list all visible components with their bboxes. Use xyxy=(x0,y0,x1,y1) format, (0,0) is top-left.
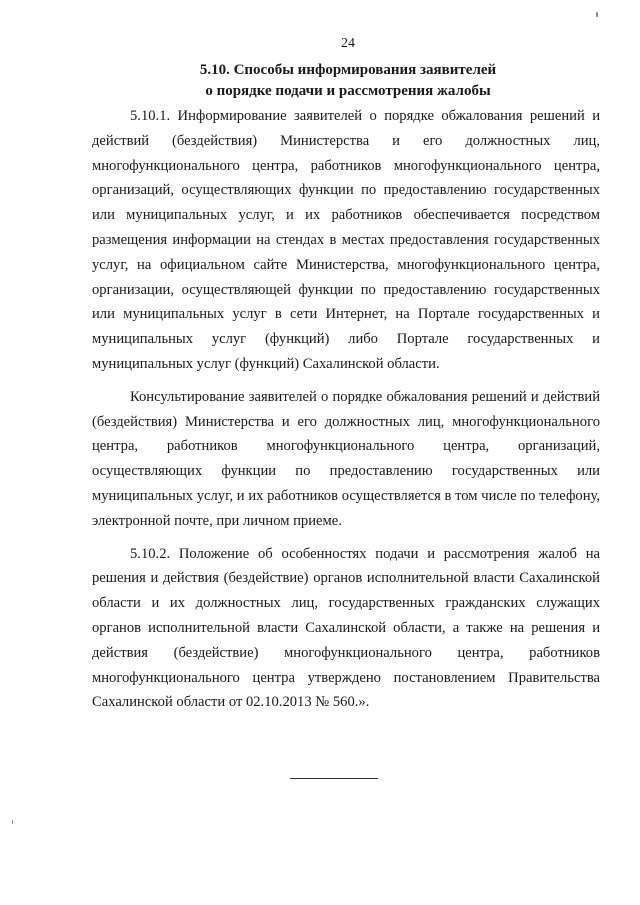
section-heading xyxy=(0,60,640,102)
scan-mark xyxy=(596,12,598,17)
section-heading-line-2: о порядке подачи и рассмотрения жалобы xyxy=(205,83,491,99)
page-number: 24 xyxy=(341,36,355,51)
paragraph-5-10-2: 5.10.2. Положение об особенностях подачи и рассмотрения жалоб на решения и действия (бездействие) органов исполнительной власти Сахалинской области и их должностных лиц, государственных гражданских служащих органов исполнительной власти Сахалинской области, а также на решения и действия (бездействие) многофункционального центра, работников многофункционального центра утверждено постановлением Правительства Сахалинской области от 02.10.2013 № 560.». xyxy=(92,545,600,711)
paragraph-consultation: Консультирование заявителей о порядке обжалования решений и действий (бездействия) Министерства и его должностных лиц, многофункционального центра, работников многофункционального центра, организаций, осуществляющих функции по предоставлению государственных или муниципальных услуг, и их работников осуществляется в том числе по телефону, электронной почте, при личном приеме. xyxy=(92,388,600,529)
paragraph-5-10-1: 5.10.1. Информирование заявителей о порядке обжалования решений и действий (бездействия) Министерства и его должностных лиц, многофункционального центра, работников многофункционального центра, организаций, осуществляющих функции по предоставлению государственных или муниципальных услуг, и их работников обеспечивается посредством размещения информации на стендах в местах предоставления государственных услуг, на официальном сайте Министерства, многофункционального центра, организации, осуществляющей функции по предоставлению государственных или муниципальных услуг в сети Интернет, на Портале государственных и муниципальных услуг (функций) либо Портале государственных и муниципальных услуг (функций) Сахалинской области. xyxy=(92,108,600,372)
closing-rule xyxy=(290,778,378,779)
scan-mark xyxy=(12,820,13,824)
section-heading-line-1: 5.10. Способы информирования заявителей xyxy=(199,62,497,78)
section-body xyxy=(92,104,600,723)
